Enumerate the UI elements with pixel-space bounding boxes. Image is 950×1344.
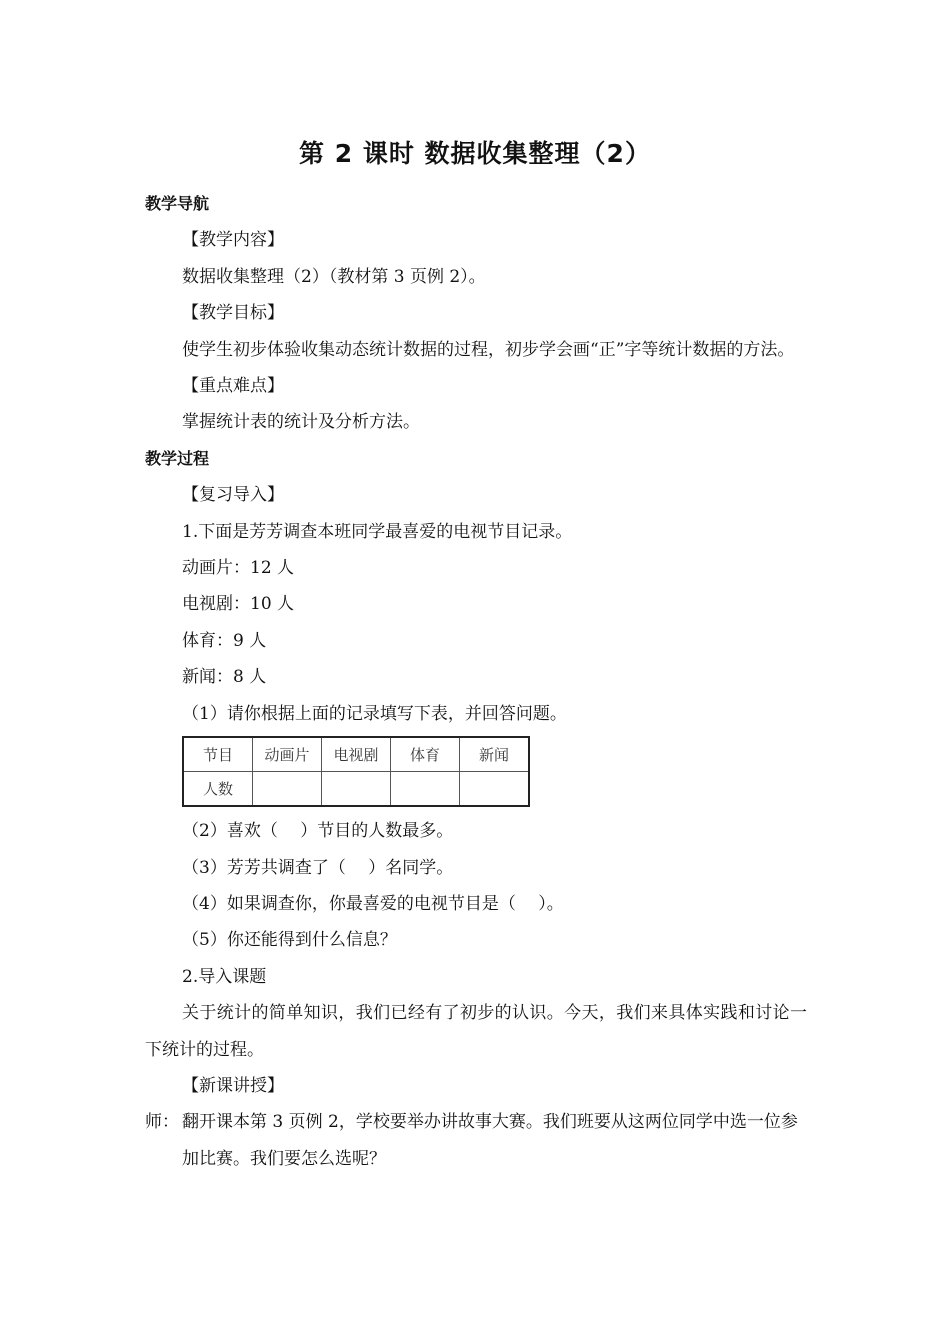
sub-question-1: （1）请你根据上面的记录填写下表，并回答问题。 [182,703,567,724]
content-label: 【教学内容】 [182,230,284,251]
table-header-cell: 新闻 [460,737,530,772]
document-body [145,186,807,1177]
statistics-table [182,736,530,807]
record-item: 体育：9 人 [182,630,267,651]
process-heading: 教学过程 [145,448,210,468]
question-2-label: 2.导入课题 [182,966,267,987]
table-blank-cell [322,772,391,807]
review-label: 【复习导入】 [182,485,284,506]
teacher-line [145,1104,807,1177]
key-text: 掌握统计表的统计及分析方法。 [182,412,420,433]
sub-question-4: （4）如果调查你，你最喜爱的电视节目是（ ）。 [182,893,564,914]
table-row [183,772,529,807]
guide-heading: 教学导航 [145,194,210,213]
table-blank-cell [253,772,322,807]
record-item: 动画片：12 人 [182,558,295,579]
goal-text: 使学生初步体验收集动态统计数据的过程，初步学会画“正”字等统计数据的方法。 [182,339,795,360]
page-title: 第 2 课时 数据收集整理（2） [299,139,651,168]
table-header-cell: 节目 [183,737,253,772]
table-blank-cell [391,772,460,807]
goal-label: 【教学目标】 [182,303,284,324]
sub-question-5: （5）你还能得到什么信息？ [182,930,397,951]
table-header-cell: 动画片 [253,737,322,772]
question-2-text: 关于统计的简单知识，我们已经有了初步的认识。今天，我们来具体实践和讨论一下统计的过程。 [145,1003,807,1060]
table-header-cell: 体育 [391,737,460,772]
teacher-text: 翻开课本第 3 页例 2，学校要举办讲故事大赛。我们班要从这两位同学中选一位参加比赛。我们要怎么选呢？ [182,1112,798,1169]
teacher-label: 师： [145,1112,179,1133]
record-item: 新闻：8 人 [182,667,267,688]
table-header-cell: 电视剧 [322,737,391,772]
table-blank-cell [460,772,530,807]
sub-question-2: （2）喜欢（ ）节目的人数最多。 [182,821,454,842]
content-text: 数据收集整理（2）（教材第 3 页例 2）。 [182,266,486,287]
sub-question-3: （3）芳芳共调查了（ ）名同学。 [182,857,454,878]
new-lesson-label: 【新课讲授】 [182,1075,284,1096]
table-row-label: 人数 [183,772,253,807]
key-label: 【重点难点】 [182,376,284,397]
table-header-row [183,737,529,772]
record-item: 电视剧：10 人 [182,594,295,615]
question-1-intro: 1.下面是芳芳调查本班同学最喜爱的电视节目记录。 [182,521,573,542]
